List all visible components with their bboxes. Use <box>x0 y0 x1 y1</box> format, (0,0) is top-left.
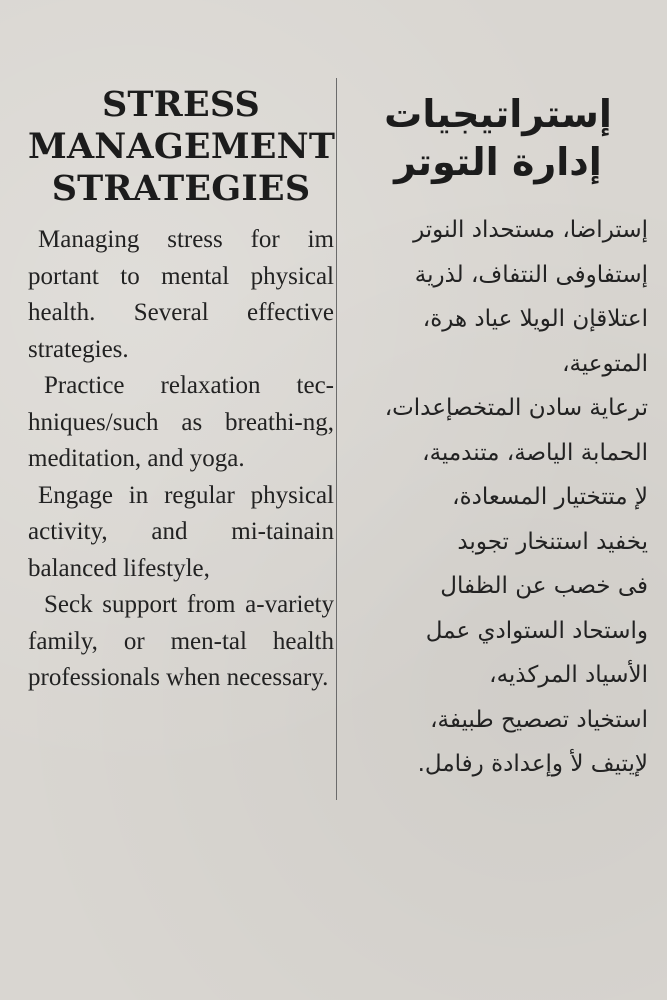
arabic-title-line: إستراتيجيات <box>384 92 612 136</box>
arabic-title-line: إدارة التوتر <box>394 140 602 184</box>
arabic-line: المتوعية، <box>562 350 648 377</box>
arabic-line: لإ متتختيار المسعادة، <box>452 484 648 510</box>
english-title-line: STRATEGIES <box>51 168 311 209</box>
english-paragraph: Managing stress for im portant to mental physical health. Several effective strategies. <box>28 226 334 363</box>
arabic-title <box>348 90 648 186</box>
arabic-line: فى خصب عن الظفال <box>440 573 648 599</box>
english-paragraph: Engage in regular physical activity, and mi-tainain balanced lifestyle, <box>28 481 334 582</box>
arabic-line: اعتلاقإن الويلا عياد هرة، <box>422 306 648 332</box>
english-paragraph: Practice relaxation tec-hniques/such as breathi-ng, meditation, and yoga. <box>28 372 334 472</box>
english-title-line: STRESS <box>101 84 261 125</box>
arabic-line: إستراضا، مستحداد النوتر <box>413 217 648 243</box>
english-title-line: MANAGEMENT <box>28 126 336 167</box>
english-paragraph: Seck support from a-variety family, or men-tal health professionals when necessary. <box>28 591 334 691</box>
arabic-line: يخفيد استنخار تجوبد <box>457 528 648 555</box>
arabic-line: استخياد تصصيح طبيفة، <box>430 706 648 733</box>
arabic-line: واستحاد الستوادي عمل <box>425 617 648 644</box>
arabic-line: لإيتيف لأ وإعدادة رفامل. <box>417 751 648 777</box>
english-body <box>28 222 334 697</box>
arabic-line: ترعاية سادن المتخصإعدات، <box>384 395 648 421</box>
english-column <box>28 84 334 697</box>
arabic-body <box>348 208 648 787</box>
arabic-line: إستفاوفى النتفاف، لذرية <box>414 261 648 288</box>
column-divider <box>336 78 337 800</box>
arabic-line: الحمابة الياصة، متندمية، <box>422 439 648 466</box>
english-title <box>28 84 334 210</box>
arabic-column <box>348 90 648 787</box>
arabic-line: الأسياد المركذيه، <box>489 662 648 688</box>
